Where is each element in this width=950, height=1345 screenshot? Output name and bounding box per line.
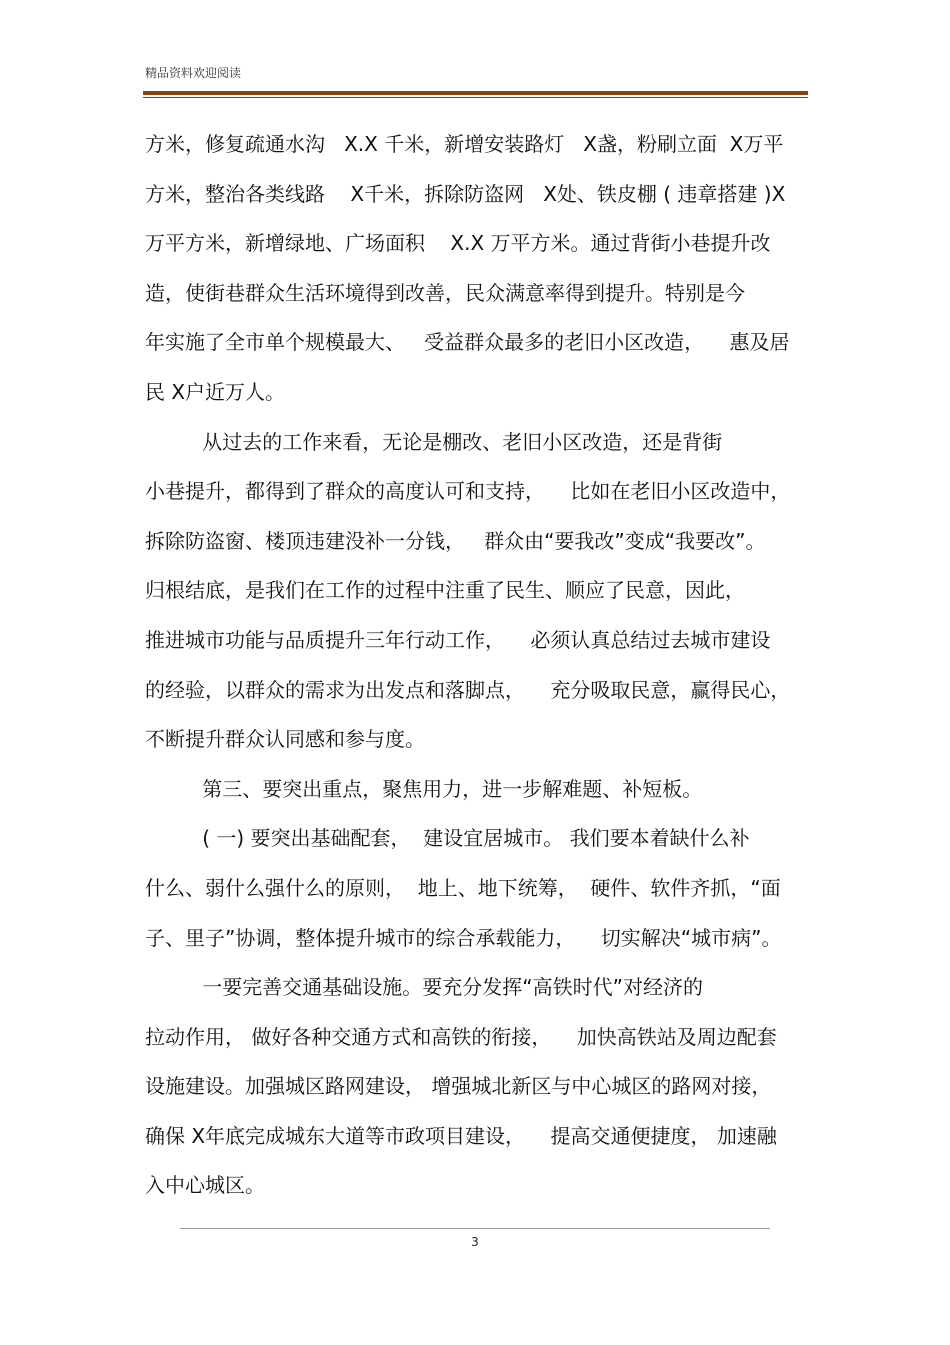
text-line: 小巷提升，都得到了群众的高度认可和支持， 比如在老旧小区改造中， <box>145 479 791 504</box>
text-line: 归根结底，是我们在工作的过程中注重了民生、顺应了民意，因此， <box>145 578 745 603</box>
text-line: 造，使街巷群众生活环境得到改善，民众满意率得到提升。特别是今 <box>145 280 745 305</box>
text-line: 不断提升群众认同感和参与度。 <box>145 727 425 752</box>
header-rule-thin <box>143 97 808 98</box>
text-line: 第三、要突出重点，聚焦用力，进一步解难题、补短板。 <box>145 776 703 801</box>
page-number: 3 <box>471 1235 479 1249</box>
text-line: 万平方米，新增绿地、广场面积 X.X 万平方米。通过背街小巷提升改 <box>145 231 771 256</box>
text-line: 入中心城区。 <box>145 1173 265 1198</box>
text-line: 拆除防盗窗、楼顶违建没补一分钱， 群众由“要我改”变成“我要改”。 <box>145 528 766 553</box>
document-body <box>145 120 810 1211</box>
text-line: 设施建设。加强城区路网建设， 增强城北新区与中心城区的路网对接， <box>145 1074 772 1099</box>
footer-rule <box>180 1228 770 1229</box>
text-line: 推进城市功能与品质提升三年行动工作， 必须认真总结过去城市建设 <box>145 627 771 652</box>
text-line: ( 一) 要突出基础配套， 建设宜居城市。 我们要本着缺什么补 <box>145 826 750 851</box>
text-line: 方米，修复疏通水沟 X.X 千米，新增安装路灯 X盏，粉刷立面 X万平 <box>145 132 784 156</box>
text-line: 一要完善交通基础设施。要充分发挥“高铁时代”对经济的 <box>145 975 703 1000</box>
text-line: 的经验，以群众的需求为出发点和落脚点， 充分吸取民意，赢得民心， <box>145 677 791 702</box>
header-rule-thick <box>143 91 808 95</box>
header-title: 精品资料欢迎阅读 <box>145 66 242 80</box>
text-line: 确保 X年底完成城东大道等市政项目建设， 提高交通便捷度， 加速融 <box>145 1123 777 1148</box>
text-line: 年实施了全市单个规模最大、 受益群众最多的老旧小区改造， 惠及居 <box>145 330 790 355</box>
text-line: 民 X户近万人。 <box>145 379 286 404</box>
text-line: 什么、弱什么强什么的原则， 地上、地下统筹， 硬件、软件齐抓，“面 <box>145 875 781 900</box>
text-line: 方米，整治各类线路 X千米，拆除防盗网 X处、铁皮棚 ( 违章搭建 )X <box>145 181 786 206</box>
text-line: 子、里子”协调，整体提升城市的综合承载能力， 切实解决“城市病”。 <box>145 925 782 950</box>
text-line: 拉动作用， 做好各种交通方式和高铁的衔接， 加快高铁站及周边配套 <box>145 1024 777 1049</box>
text-line: 从过去的工作来看，无论是棚改、老旧小区改造，还是背街 <box>145 429 723 454</box>
